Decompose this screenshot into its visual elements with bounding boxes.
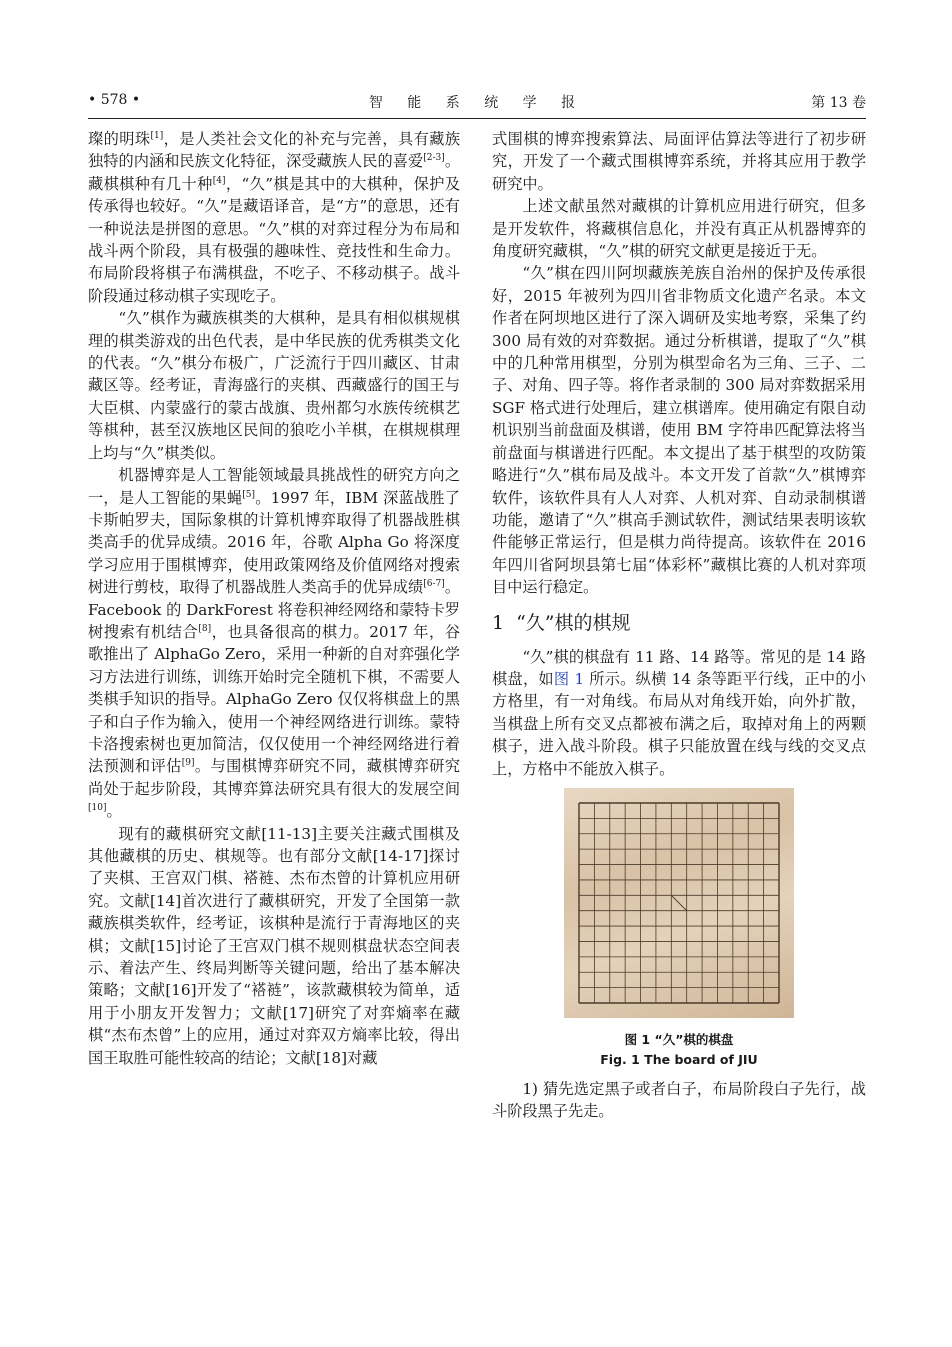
header-rule (88, 118, 866, 119)
paragraph (88, 823, 460, 1069)
text: 讨论了王宫双门棋不规则棋盘状态空间表示、着法产生、终局判断等关键问题，给出了基本解决策略；文献 (88, 936, 461, 1000)
citation[interactable]: [16] (165, 981, 197, 1000)
paragraph (88, 128, 460, 307)
text: 。1997 年，IBM 深蓝战胜了卡斯帕罗夫，国际象棋的计算机博弈取得了机器战胜棋类高手的优异成绩。2016 年，谷歌 Alpha Go 将深度学习应用于围棋博弈，使用政策网络及价值网络对搜索树进行剪枝，取得了机器战胜人类高手的优异成绩 (88, 488, 460, 597)
citation[interactable]: [4] (212, 175, 226, 186)
paragraph (492, 646, 866, 780)
citation[interactable]: [2-3] (423, 153, 445, 164)
citation[interactable]: [11-13] (261, 824, 318, 843)
paragraph: 1) 猜先选定黑子或者白子，布局阶段白子先行，战斗阶段黑子先走。 (492, 1079, 866, 1121)
figure-caption-en: Fig. 1 The board of JIU (600, 1051, 758, 1067)
figure-link[interactable]: 图 1 (553, 669, 585, 688)
citation[interactable]: [5] (242, 489, 256, 500)
section-number: 1 (492, 611, 505, 634)
section-heading (492, 611, 866, 635)
page-number: • 578 • (88, 92, 141, 108)
text: 开发了“褡裢”，该款藏棋较为简单，适用于小朋友开发智力；文献 (88, 981, 461, 1022)
text: ，是人类社会文化的补充与完善，具有藏族独特的内涵和民族文化特征，深受藏族人民的喜爱 (88, 130, 461, 171)
citation[interactable]: [14-17] (372, 847, 429, 865)
citation[interactable]: [9] (181, 758, 195, 769)
paragraph: 式围棋的博弈搜索算法、局面评估算法等进行了初步研究，开发了一个藏式围棋博弈系统，并将其应用于教学研究中。 (492, 130, 866, 193)
text: ，“久”棋是其中的大棋种，保护及传承得也较好。“久”是藏语译音，是“方”的意思，还有一种说法是拼图的意思。“久”棋的对弈过程分为布局和战斗两个阶段，具有极强的趣味性、竞技性和生命力。布局阶段将棋子布满棋盘，不吃子、不移动棋子。战斗阶段通过移动棋子实现吃子。 (88, 174, 461, 305)
citation[interactable]: [10] (88, 803, 107, 814)
citation[interactable]: [6-7] (423, 579, 445, 590)
paragraph (88, 464, 460, 823)
citation[interactable]: [17] (282, 1003, 314, 1022)
text: ，也具备很高的棋力。2017 年，谷歌推出了 AlphaGo Zero，采用一种新的自对弈强化学习方法进行训练，训练开始时完全随机下棋，不需要人类棋手知识的指导。AlphaGo Zero 仅仅将棋盘上的黑子和白子作为输入，使用一个神经网络进行训练。蒙特卡洛搜索树也更加简洁，仅仅使用一个神经网络进行着法预测和评估 (88, 622, 461, 776)
left-column (88, 128, 460, 1069)
text: 所示。纵横 14 条等距平行线，正中的小方格里，有一对角线。布局从对角线开始，向外扩散，当棋盘上所有交叉点都被布满之后，取掉对角上的两颗棋子，进入战斗阶段。棋子只能放置在线与线的交叉点上，方格中不能放入棋子。 (492, 669, 866, 778)
text: 探讨了夹棋、王宫双门棋、褡裢、杰布杰曾的计算机应用研究。文献 (88, 847, 461, 910)
text: 机器博弈是人工智能领域最具挑战性的研究方向之一，是人工智能的果蝇 (88, 466, 460, 507)
text: 研究了对弈熵率在藏棋“杰布杰曾”上的应用，通过对弈双方熵率比较，得出国王取胜可能性较高的结论；文献 (88, 1003, 461, 1067)
figure-caption-cn: 图 1 “久”棋的棋盘 (624, 1031, 734, 1047)
paragraph: “久”棋作为藏族棋类的大棋种，是具有相似棋规棋理的棋类游戏的出色代表，是中华民族的优秀棋类文化的代表。“久”棋分布极广，广泛流行于四川藏区、甘肃藏区等。经考证，青海盛行的夹棋、西藏盛行的国王与大臣棋、内蒙盛行的蒙古战旗、贵州都匀水族传统棋艺等棋种，甚至汉族地区民间的狼吃小羊棋，在棋规棋理上均与“久”棋类似。 (88, 309, 460, 462)
text: “久”棋的棋盘有 11 路、14 路等。常见的是 14 路棋盘，如 (492, 647, 866, 688)
citation[interactable]: [14] (149, 891, 182, 910)
citation[interactable]: [18] (315, 1048, 347, 1067)
text: 主要关注藏式围棋及其他藏棋的历史、棋规等。也有部分文献 (88, 824, 461, 865)
paragraph: “久”棋在四川阿坝藏族羌族自治州的保护及传承很好，2015 年被列为四川省非物质文化遗产名录。本文作者在阿坝地区进行了深入调研及实地考察，采集了约 300 局有效的对弈数据。通过分析棋谱，提取了“久”棋中的几种常用棋型，分别为棋型命名为三角、三子、二子、对角、四子等。将作者录制的 300 局对弈数据采用 SGF 格式进行处理后，建立棋谱库。使用确定有限自动机识别当前盘面及棋谱，使用 BM 字符串匹配算法将当前盘面与棋谱进行匹配。本文提出了基于棋型的攻防策略进行“久”棋布局及战斗。本文开发了首款“久”棋博弈软件，该软件具有人人对弈、人机对弈、自动录制棋谱功能，邀请了“久”棋高手测试软件，测试结果表明该软件能够正常运行，但是棋力尚待提高。该软件在 2016 年四川省阿坝县第七届“体彩杯”藏棋比赛的人机对弈项目中运行稳定。 (492, 264, 866, 597)
jiu-board-figure (564, 788, 794, 1018)
section-title: “久”棋的棋规 (516, 611, 631, 634)
citation[interactable]: [15] (149, 936, 182, 955)
text: 首次进行了藏棋研究，开发了全国第一款藏族棋类软件，经考证，该棋种是流行于青海地区的夹棋；文献 (88, 891, 461, 955)
text: 。与围棋博弈研究不同，藏棋博弈研究尚处于起步阶段，其博弈算法研究具有很大的发展空间 (88, 757, 461, 798)
text: 。 (106, 802, 122, 821)
text: 。Facebook 的 DarkForest 将卷积神经网络和蒙特卡罗树搜索有机结合 (88, 578, 461, 641)
journal-title: 智 能 系 统 学 报 (368, 95, 586, 111)
page-header (88, 92, 866, 116)
text: 对藏 (347, 1048, 378, 1067)
citation[interactable]: [8] (198, 623, 212, 634)
volume-label: 第 13 卷 (811, 95, 866, 111)
text: 现有的藏棋研究文献 (118, 824, 262, 843)
text: 。藏棋棋种有几十种 (88, 152, 461, 193)
right-column (492, 128, 866, 1123)
board-center-diagonal (671, 895, 686, 910)
text: 璨的明珠 (88, 130, 151, 148)
jiu-board (564, 788, 794, 1018)
citation[interactable]: [1] (150, 131, 164, 141)
paragraph: 上述文献虽然对藏棋的计算机应用进行研究，但多是开发软件，将藏棋信息化，并没有真正从机器博弈的角度研究藏棋，“久”棋的研究文献更是接近于无。 (492, 197, 866, 261)
